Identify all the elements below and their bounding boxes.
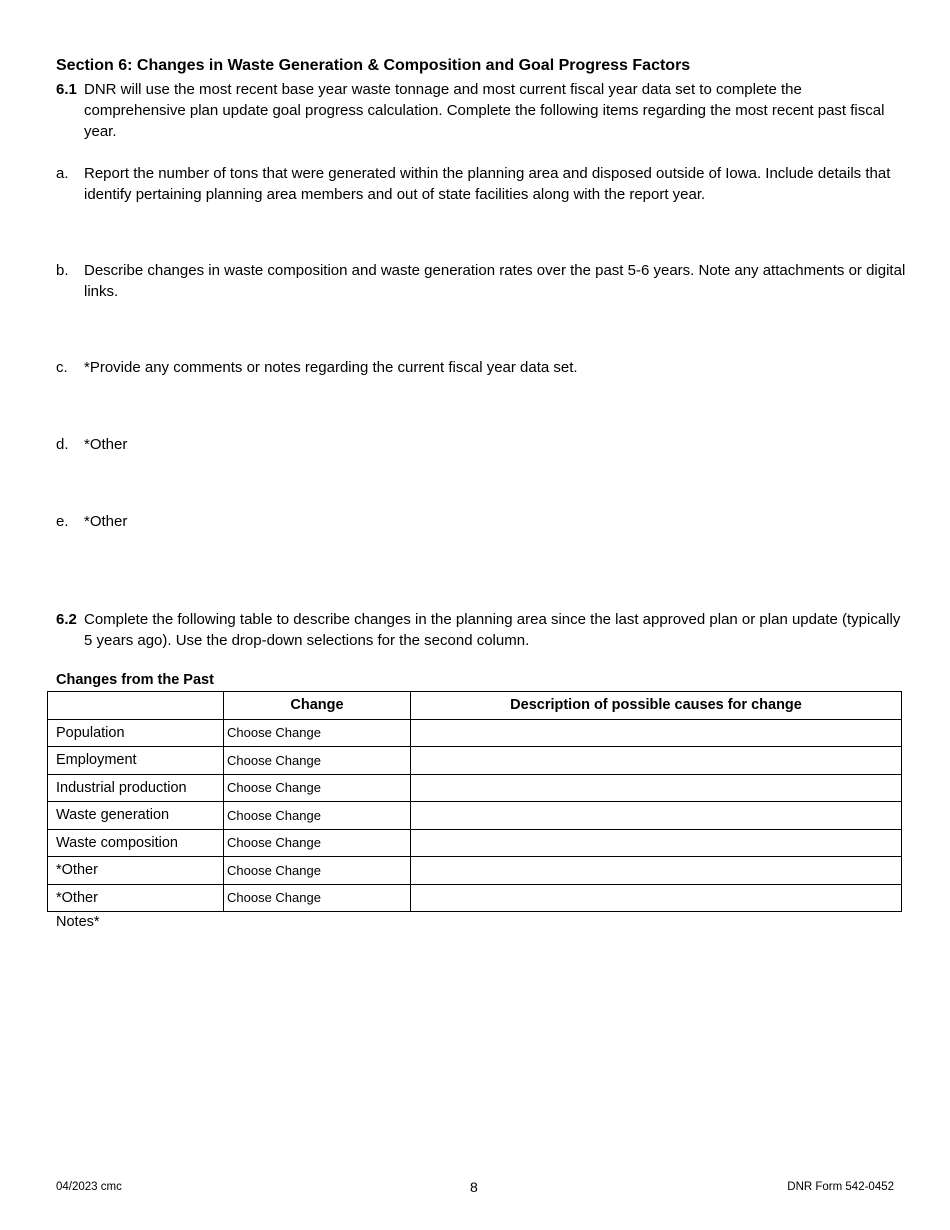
item-letter: c.: [56, 359, 68, 376]
item-e[interactable]: [56, 511, 906, 532]
question-number: 6.2: [56, 611, 77, 628]
item-b[interactable]: [56, 260, 906, 302]
table-row: [48, 857, 902, 885]
item-letter: b.: [56, 262, 69, 279]
description-cell[interactable]: [411, 747, 902, 775]
form-number: DNR Form 542-0452: [787, 1181, 894, 1193]
header-blank: [48, 692, 224, 720]
item-text: Report the number of tons that were generated within the planning area and disposed outside of Iowa. Include details that identify pertaining planning area members and out of state facilities along with the report year.: [84, 165, 891, 203]
description-cell[interactable]: [411, 857, 902, 885]
item-letter: a.: [56, 165, 69, 182]
section-title: Section 6: Changes in Waste Generation & Composition and Goal Progress Factors: [56, 57, 691, 74]
change-dropdown[interactable]: Choose Change: [224, 747, 411, 775]
description-cell[interactable]: [411, 829, 902, 857]
item-text: *Provide any comments or notes regarding the current fiscal year data set.: [84, 359, 578, 376]
row-label: Waste composition: [48, 829, 224, 857]
description-cell[interactable]: [411, 774, 902, 802]
header-change: Change: [224, 692, 411, 720]
row-label: Population: [48, 719, 224, 747]
table-row: [48, 884, 902, 912]
table-row: [48, 719, 902, 747]
change-dropdown[interactable]: Choose Change: [224, 774, 411, 802]
table-row: [48, 774, 902, 802]
change-dropdown[interactable]: Choose Change: [224, 719, 411, 747]
item-letter: d.: [56, 436, 69, 453]
row-label: Industrial production: [48, 774, 224, 802]
description-cell[interactable]: [411, 802, 902, 830]
table-row: [48, 802, 902, 830]
changes-table: [47, 691, 902, 912]
row-label: Waste generation: [48, 802, 224, 830]
row-label: Employment: [48, 747, 224, 775]
item-text: *Other: [84, 436, 128, 453]
question-number: 6.1: [56, 81, 77, 98]
item-text: Describe changes in waste composition and waste generation rates over the past 5-6 years. Note any attachments or digital links.: [84, 262, 906, 300]
table-header-row: [48, 692, 902, 720]
item-letter: e.: [56, 513, 69, 530]
table-title: Changes from the Past: [56, 672, 214, 688]
notes-label: Notes*: [56, 914, 100, 930]
question-6-2: [56, 609, 906, 651]
description-cell[interactable]: [411, 884, 902, 912]
header-description: Description of possible causes for change: [411, 692, 902, 720]
change-dropdown[interactable]: Choose Change: [224, 884, 411, 912]
page-number: 8: [470, 1179, 478, 1195]
row-label: *Other: [48, 884, 224, 912]
item-a[interactable]: [56, 163, 906, 205]
row-label: *Other: [48, 857, 224, 885]
item-d[interactable]: [56, 434, 906, 455]
description-cell[interactable]: [411, 719, 902, 747]
change-dropdown[interactable]: Choose Change: [224, 802, 411, 830]
change-dropdown[interactable]: Choose Change: [224, 857, 411, 885]
footer-date: 04/2023 cmc: [56, 1181, 122, 1193]
table-row: [48, 747, 902, 775]
question-text: DNR will use the most recent base year waste tonnage and most current fiscal year data set to complete the comprehensive plan update goal progress calculation. Complete the following items regarding the most recent past fiscal year.: [84, 81, 885, 140]
change-dropdown[interactable]: Choose Change: [224, 829, 411, 857]
question-6-1: [56, 79, 906, 142]
question-text: Complete the following table to describe changes in the planning area since the last approved plan or plan update (typically 5 years ago). Use the drop-down selections for the second column.: [84, 611, 901, 649]
table-row: [48, 829, 902, 857]
item-c[interactable]: [56, 357, 906, 378]
item-text: *Other: [84, 513, 128, 530]
